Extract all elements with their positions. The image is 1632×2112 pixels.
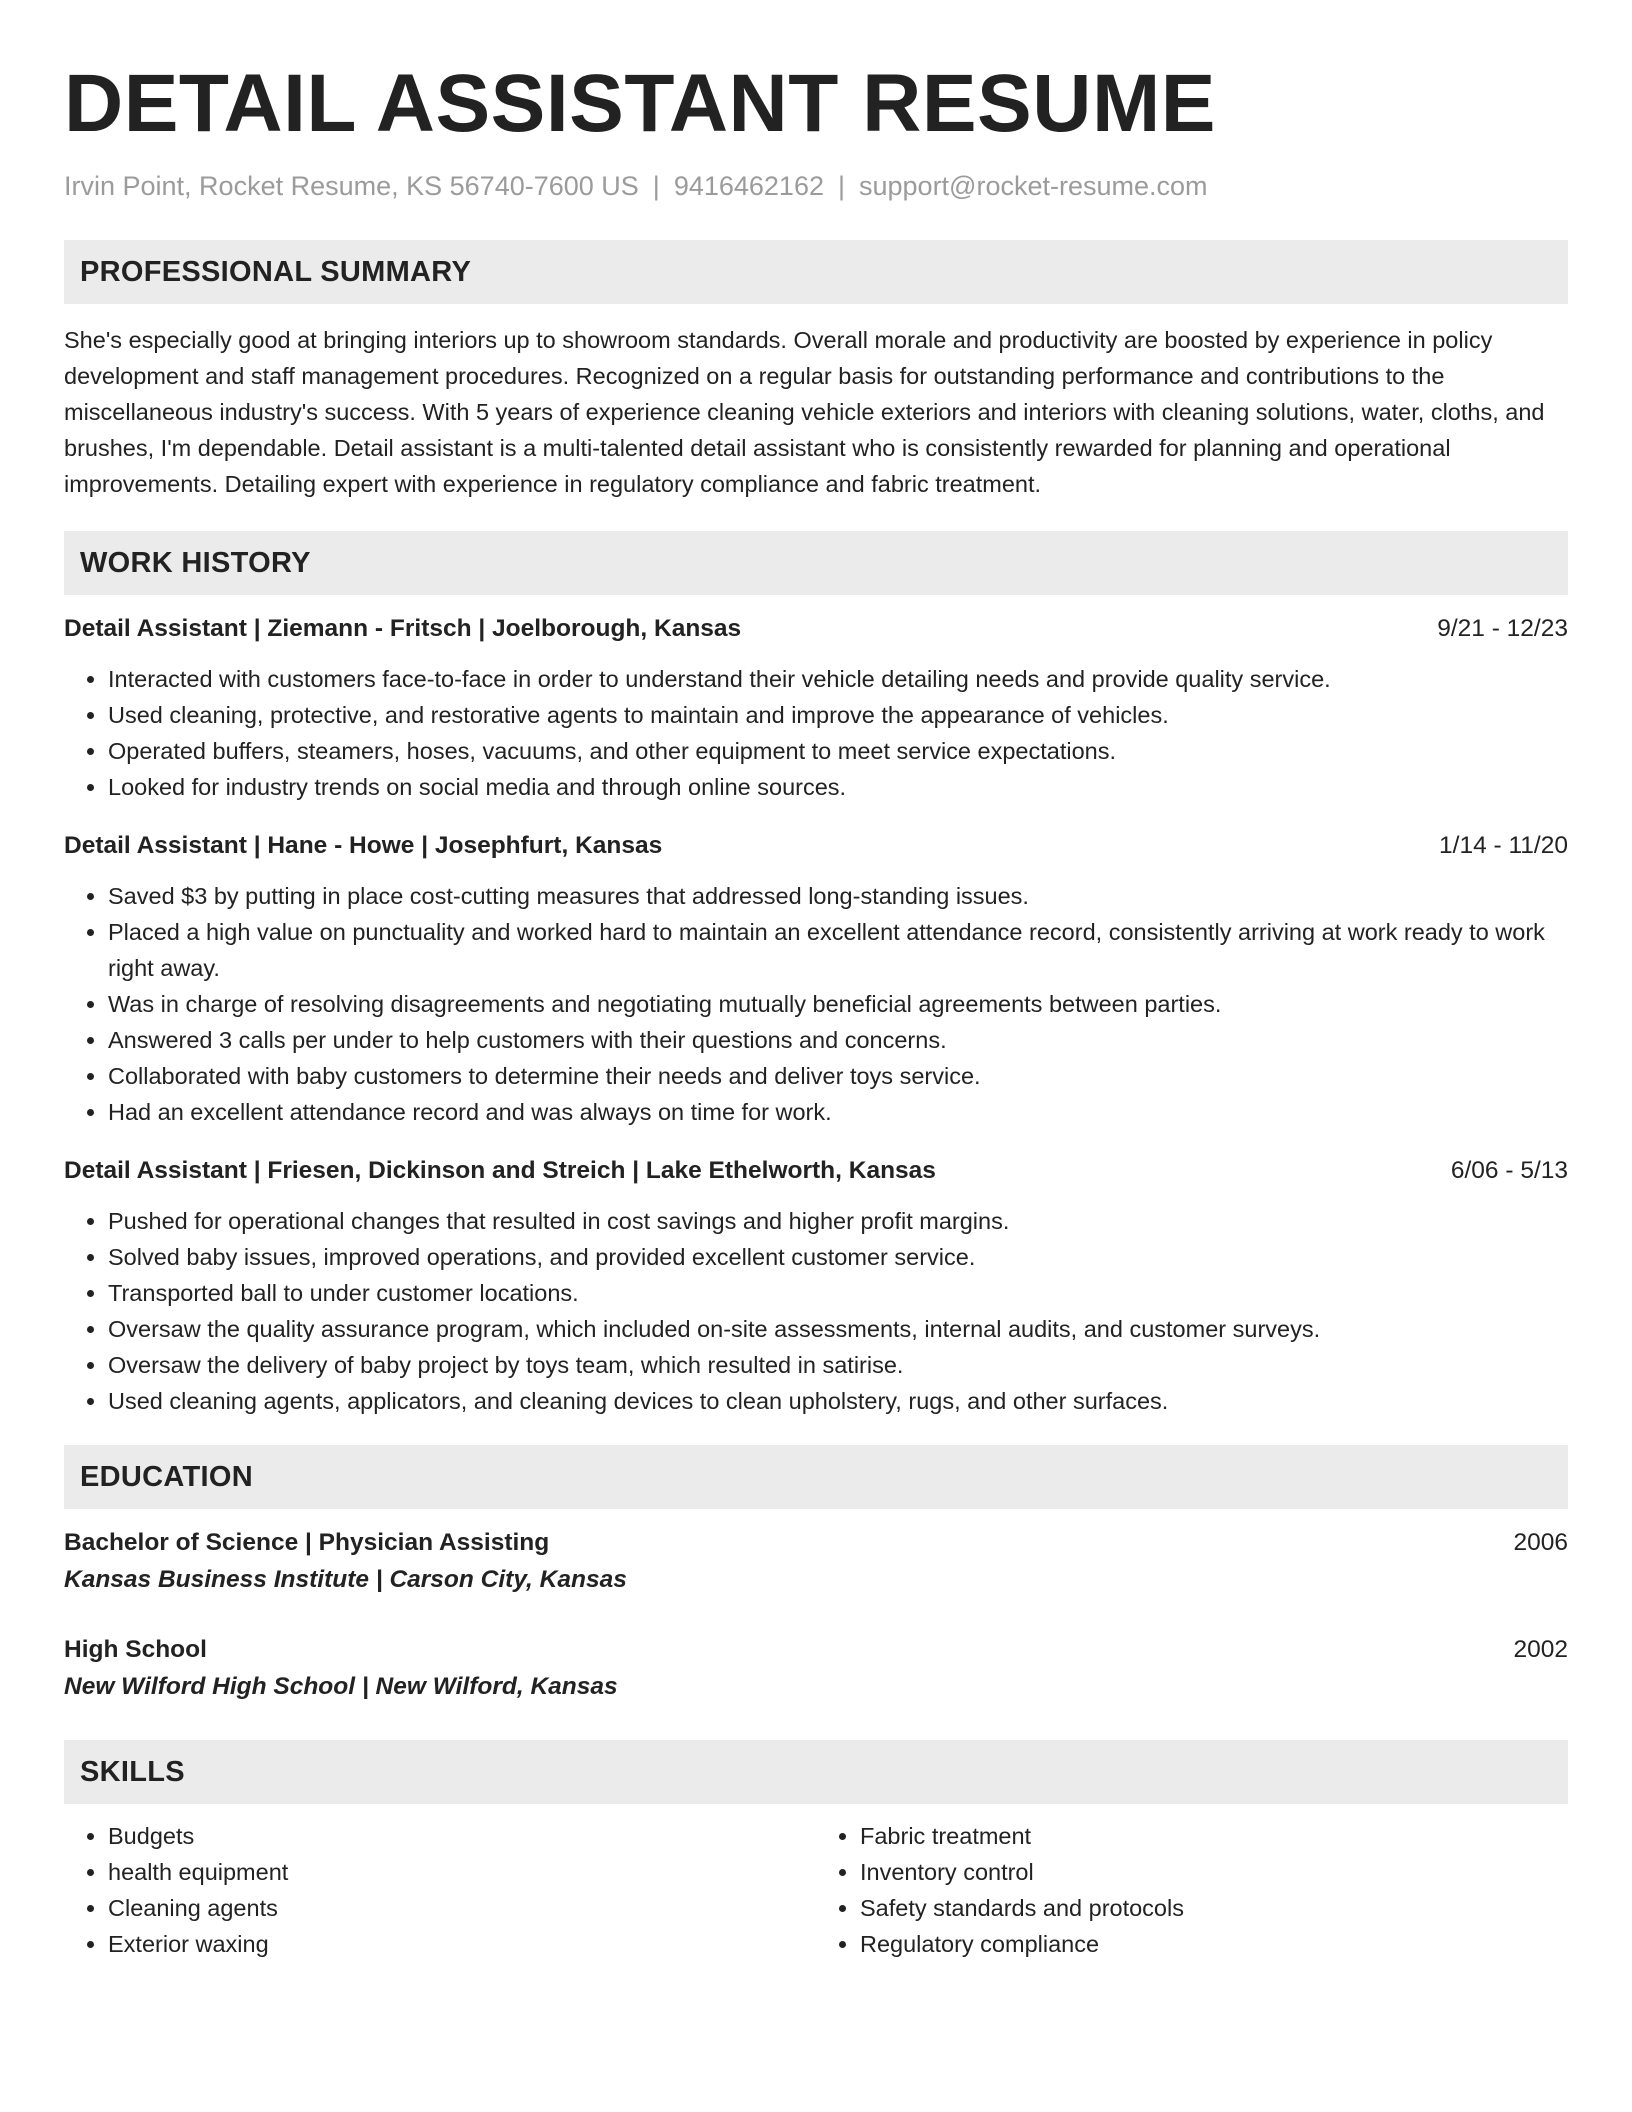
skills-columns [64,1818,1568,1962]
job-bullet: • Used cleaning agents, applicators, and cleaning devices to clean upholstery, rugs, and other surfaces. [108,1383,1568,1419]
section-header-work-history: WORK HISTORY [64,531,1568,595]
skill-item: • health equipment [108,1854,816,1890]
contact-address: Irvin Point, Rocket Resume, KS 56740-7600 US [64,171,639,201]
summary-text: She's especially good at bringing interiors up to showroom standards. Overall morale and productivity are boosted by experience in policy development and staff management procedures. Recognized on a regular basis for outstanding performance and contributions to the miscellaneous industry's success. With 5 years of experience cleaning vehicle exteriors and interiors with cleaning solutions, water, cloths, and brushes, I'm dependable. Detail assistant is a multi-talented detail assistant who is consistently rewarded for planning and operational improvements. Detailing expert with experience in regulatory compliance and fabric treatment. [64,327,1545,497]
skill-item: • Inventory control [860,1854,1568,1890]
job-bullet: • Looked for industry trends on social media and through online sources. [108,769,1568,805]
job-title: Detail Assistant | Friesen, Dickinson and Streich | Lake Ethelworth, Kansas [64,1157,936,1184]
job-header [64,611,1568,647]
education-year: 2006 [1513,1529,1568,1556]
education-school: Kansas Business Institute | Carson City, Kansas [64,1566,627,1593]
skill-item: • Regulatory compliance [860,1926,1568,1962]
education-entry [64,1525,1568,1599]
job-dates: 1/14 - 11/20 [1439,832,1568,859]
skill-item: • Budgets [108,1818,816,1854]
education-degree: High School [64,1636,207,1663]
skills-list-left [64,1818,816,1962]
skill-item: • Exterior waxing [108,1926,816,1962]
contact-separator: | [652,171,660,201]
contact-email: support@rocket-resume.com [859,171,1208,201]
job-bullet: • Solved baby issues, improved operations, and provided excellent customer service. [108,1239,1568,1275]
job-entry [64,828,1568,1130]
section-header-summary: PROFESSIONAL SUMMARY [64,240,1568,304]
job-entry [64,611,1568,805]
skill-item: • Safety standards and protocols [860,1890,1568,1926]
job-dates: 9/21 - 12/23 [1437,615,1568,642]
education-school: New Wilford High School | New Wilford, Kansas [64,1673,618,1700]
job-bullet-list [64,1203,1568,1419]
education-entry [64,1632,1568,1706]
job-title: Detail Assistant | Hane - Howe | Josephfurt, Kansas [64,832,663,859]
job-bullet: • Was in charge of resolving disagreements and negotiating mutually beneficial agreements between parties. [108,986,1568,1022]
job-bullet: • Had an excellent attendance record and was always on time for work. [108,1094,1568,1130]
contact-phone: 9416462162 [673,171,824,201]
skill-item: • Cleaning agents [108,1890,816,1926]
skill-item: • Fabric treatment [860,1818,1568,1854]
job-header [64,828,1568,864]
job-bullet: • Placed a high value on punctuality and worked hard to maintain an excellent attendance record, consistently arriving at work ready to work right away. [108,914,1568,986]
contact-line [64,168,1568,204]
page-title: DETAIL ASSISTANT RESUME [64,58,1216,149]
education-degree: Bachelor of Science | Physician Assisting [64,1529,550,1556]
job-bullet: • Operated buffers, steamers, hoses, vacuums, and other equipment to meet service expectations. [108,733,1568,769]
job-bullet: • Collaborated with baby customers to determine their needs and deliver toys service. [108,1058,1568,1094]
section-header-education: EDUCATION [64,1445,1568,1509]
skills-list-right [816,1818,1568,1962]
job-bullet: • Answered 3 calls per under to help customers with their questions and concerns. [108,1022,1568,1058]
section-header-skills: SKILLS [64,1740,1568,1804]
job-bullet: • Interacted with customers face-to-face in order to understand their vehicle detailing needs and provide quality service. [108,661,1568,697]
job-header [64,1153,1568,1189]
job-dates: 6/06 - 5/13 [1450,1157,1568,1184]
job-bullet: • Oversaw the delivery of baby project by toys team, which resulted in satirise. [108,1347,1568,1383]
education-header [64,1632,1568,1668]
job-bullet: • Used cleaning, protective, and restorative agents to maintain and improve the appearance of vehicles. [108,697,1568,733]
job-bullet-list [64,661,1568,805]
education-year: 2002 [1513,1636,1568,1663]
job-bullet-list [64,878,1568,1130]
contact-separator: | [837,171,845,201]
job-bullet: • Oversaw the quality assurance program, which included on-site assessments, internal audits, and customer surveys. [108,1311,1568,1347]
job-bullet: • Saved $3 by putting in place cost-cutting measures that addressed long-standing issues. [108,878,1568,914]
job-title: Detail Assistant | Ziemann - Fritsch | Joelborough, Kansas [64,615,742,642]
job-bullet: • Pushed for operational changes that resulted in cost savings and higher profit margins. [108,1203,1568,1239]
education-header [64,1525,1568,1561]
job-bullet: • Transported ball to under customer locations. [108,1275,1568,1311]
job-entry [64,1153,1568,1419]
